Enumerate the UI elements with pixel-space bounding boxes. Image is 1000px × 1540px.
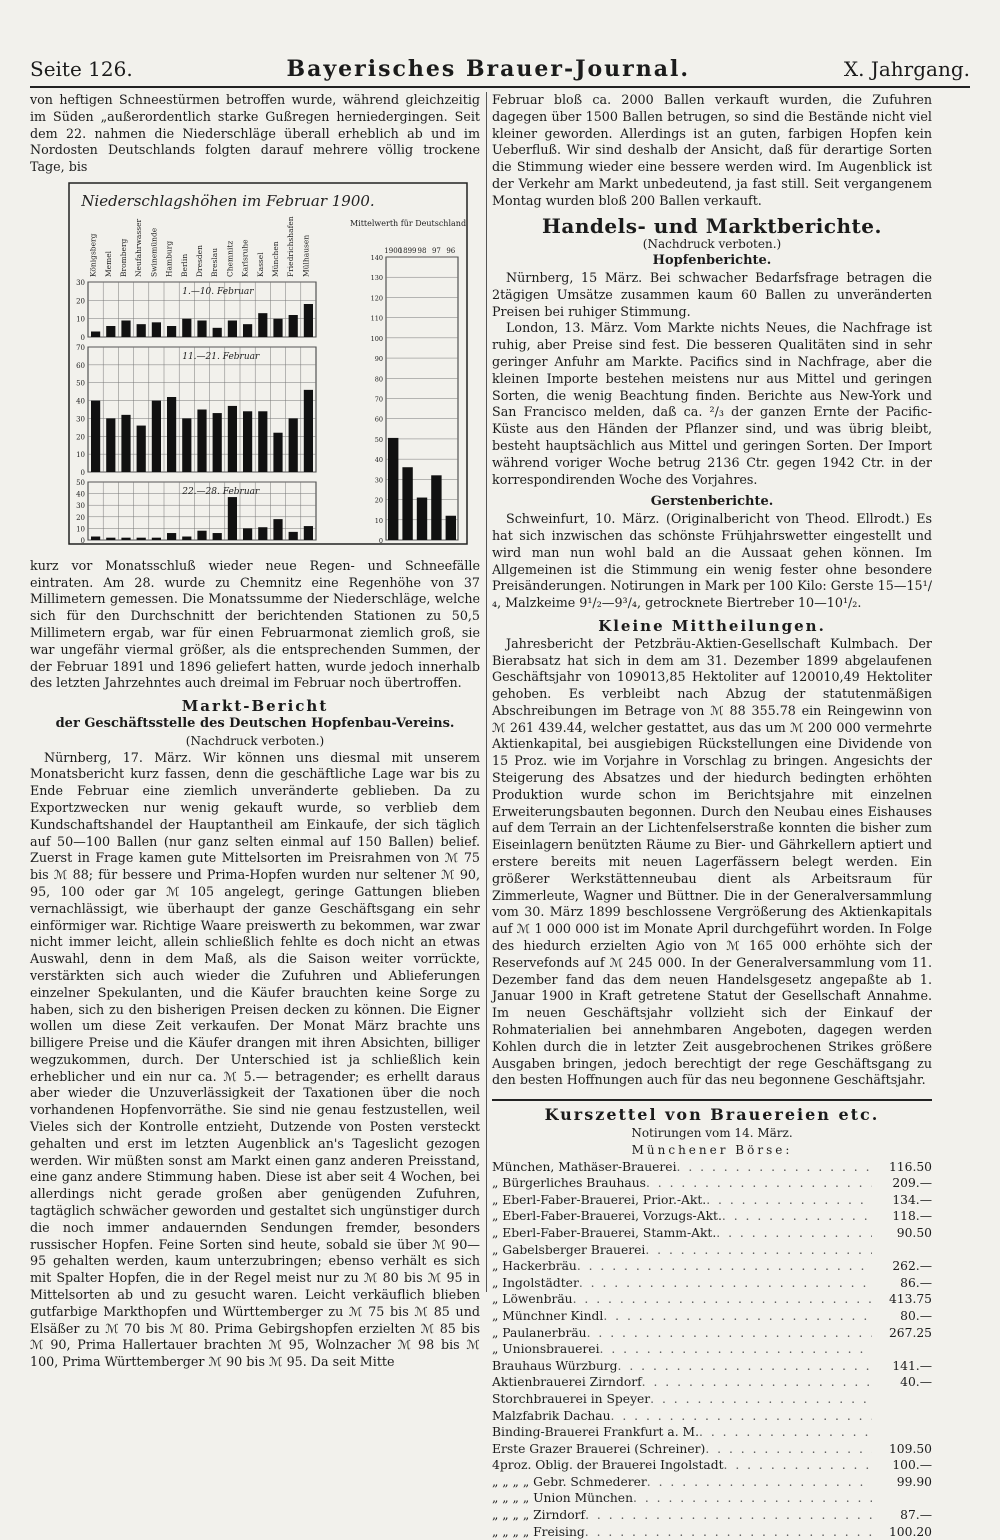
panel-label: 1.—10. Februar	[182, 286, 254, 297]
y-tick-label: 60	[374, 415, 383, 424]
table-row	[492, 1424, 932, 1441]
y-tick-label: 0	[80, 333, 85, 342]
markt-bericht-note: (Nachdruck verboten.)	[185, 733, 325, 748]
brewery-name: Malzfabrik Dachau	[492, 1408, 611, 1423]
bar	[258, 313, 267, 337]
bar	[91, 331, 100, 337]
y-tick-label: 10	[374, 516, 383, 525]
kurszettel-date: Notirungen vom 14. März.	[631, 1126, 793, 1141]
category-label: Neufahrwasser	[134, 218, 144, 277]
y-tick-label: 70	[76, 343, 85, 352]
y-tick-label: 50	[76, 379, 85, 388]
panel-label: 11.—21. Februar	[182, 351, 260, 362]
quote-value	[872, 1408, 932, 1425]
journal-title: Bayerisches Brauer-Journal.	[286, 56, 691, 82]
y-tick-label: 30	[76, 415, 85, 424]
quote-value: 413.75	[888, 1292, 932, 1307]
section-rule	[492, 1099, 932, 1101]
bar	[243, 528, 252, 540]
bar	[431, 475, 441, 540]
quote-value: 209.—	[892, 1176, 932, 1191]
table-row	[492, 1242, 932, 1259]
bar	[304, 526, 313, 540]
bar	[213, 328, 222, 337]
brewery-name: Brauhaus Würzburg	[492, 1358, 618, 1373]
bar	[106, 538, 115, 540]
bar	[137, 538, 146, 540]
gersten-title: Gerstenberichte.	[650, 494, 774, 510]
bar	[182, 537, 191, 540]
kurszettel-table	[492, 1159, 932, 1540]
leader-dots	[650, 1391, 872, 1408]
bar	[167, 533, 176, 540]
table-row	[492, 1258, 932, 1275]
leader-dots	[585, 1524, 872, 1540]
table-row	[492, 1374, 932, 1391]
brewery-name: Erste Grazer Brauerei (Schreiner)	[492, 1441, 706, 1456]
quote-value: 116.50	[888, 1159, 932, 1174]
quote-value	[872, 1424, 932, 1441]
table-row	[492, 1192, 932, 1209]
quote-value	[872, 1242, 932, 1259]
table-row	[492, 1291, 932, 1308]
intro-paragraph: von heftigen Schneestürmen betroffen wurde, während gleichzeitig im Süden „außerordentlich starke Gußregen herniedergingen. Seit dem 22. nahmen die Niederschläge überall erheblich ab und im Nordosten Deutschlands folgten darauf mehrere völlig trockene Tage, bis	[30, 92, 480, 175]
left-column	[30, 92, 480, 1371]
leader-dots	[699, 1424, 872, 1441]
table-row	[492, 1457, 932, 1474]
category-label: Kassel	[255, 252, 265, 277]
quote-value: 134.—	[892, 1192, 932, 1207]
y-tick-label: 30	[374, 476, 383, 485]
table-row	[492, 1175, 932, 1192]
category-label: Chemnitz	[225, 240, 235, 277]
markt-bericht-body: Nürnberg, 17. März. Wir können uns diesmal mit unserem Monatsbericht kurz fassen, denn die geschäftliche Lage war bis zu Ende Februar eine ziemlich unveränderte geblieben. Da zu Exportzwecken nur wenig gekauft wurde, so verblieb dem Kundschaftshandel der Hauptantheil am Einkaufe, der sich täglich auf 50—100 Ballen (nur ganz selten einmal auf 150 Ballen) belief. Zuerst in Frage kamen gute Mittelsorten im Preisrahmen von ℳ 75 bis ℳ 88; für bessere und Prima-Hopfen wurden nur seltener ℳ 90, 95, 100 oder gar ℳ 105 angelegt, geringe Gattungen blieben vernachlässigt, wie überhaupt der ganze Geschäftsgang ein sehr einförmiger war. Richtige Waare preiswerth zu bekommen, war zwar nicht immer leicht, allein schließlich fehlte es doch nicht an etwas Auswahl, denn in dem Maß, als die Saison weiter vorrückte, verstärkten sich auch wieder die Zufuhren und Ablieferungen einzelner Spekulanten, und die Käufer brauchten keine Sorge zu haben, sich zu den bisherigen Preisen decken zu können. Die Eigner wollen um diese Zeit verkaufen. Der Monat März brachte uns billigere Preise und die Käufer drangen mit ihren Absichten, billiger wegzukommen, durch. Der Unterschied ist ja schließlich kein erheblicher und ein nur ca. ℳ 5.— betragender; es erhellt daraus aber wieder die Unzuverlässigkeit der Taxationen über die noch vorhandenen Hopfenvorräthe. Sie sind nie genau festzustellen, weil Vieles sich der Kontrolle entzieht, Dutzende von Posten versteckt gehalten und erst im letzten Augenblick an's Tageslicht gezogen werden. Wir müßten sonst am Markt einen ganz anderen Preisstand, eine ganz andere Stimmung haben. Diese ist aber seit 4 Wochen, bei allerdings nicht gerade großen aber genügenden Zufuhren, tagtäglich schwächer geworden und gestaltet sich ungünstiger durch die noch immer andauernden Sendungen fremder, besonders russischer Hopfen. Feine Sorten sind heute, sobald sie über ℳ 90—95 gehalten werden, kaum unterzubringen; ebenso verhält es sich mit Spalter Hopfen, die in der Regel meist nur zu ℳ 80 bis ℳ 95 in Mittelsorten ab und zu gesucht waren. Leicht verkäuflich blieben gutfarbige Markthopfen und Württemberger zu ℳ 75 bis ℳ 85 und Elsäßer zu ℳ 70 bis ℳ 80. Prima Gebirgshopfen erzielten ℳ 85 bis ℳ 90, Prima Hallertauer brachten ℳ 95, Wolnzacher ℳ 98 bis ℳ 100, Prima Württemberger ℳ 90 bis ℳ 95. Da seit Mitte	[30, 749, 480, 1370]
leader-dots	[706, 1192, 872, 1209]
leader-dots	[646, 1175, 872, 1192]
page-header	[30, 52, 970, 88]
bar	[197, 409, 206, 472]
y-tick-label: 140	[370, 253, 383, 262]
category-label: Berlin	[179, 253, 189, 277]
page-number: Seite 126.	[30, 57, 133, 81]
schweinfurt-report: Schweinfurt, 10. März. (Originalbericht von Theod. Ellrodt.) Es hat sich inzwischen das schönste Frühjahrswetter eingestellt und wird man nun wohl bald an die Aussaat gehen können. Im Allgemeinen ist die Stimmung ein wenig fester ohne besondere Preisänderungen. Notirungen in Mark per 100 Kilo: Gerste 15—15¹/₄, Malzkeime 9¹/₂—9³/₄, getrocknete Biertreber 10—10¹/₂.	[492, 511, 932, 611]
category-label: Hamburg	[164, 240, 174, 277]
y-tick-label: 50	[76, 478, 85, 487]
category-label: Friedrichshafen	[286, 216, 296, 277]
leader-dots	[677, 1159, 872, 1176]
table-row	[492, 1325, 932, 1342]
quote-value	[872, 1490, 932, 1507]
y-tick-label: 0	[80, 536, 85, 545]
bar	[91, 401, 100, 472]
category-label: Dresden	[195, 245, 204, 277]
brewery-name: „ Bürgerliches Brauhaus	[492, 1176, 646, 1191]
bar	[91, 537, 100, 540]
category-label: Memel	[103, 250, 113, 277]
brewery-name: „ „ „ „ Freising	[492, 1524, 585, 1539]
bar	[273, 433, 282, 472]
nuernberg-report: Nürnberg, 15 März. Bei schwacher Bedarfsfrage betragen die 2tägigen Umsätze zusammen kaum 60 Ballen zu unveränderten Preisen bei ruhiger Stimmung.	[492, 269, 932, 319]
bar	[106, 418, 115, 472]
brewery-name: Aktienbrauerei Zirndorf	[492, 1375, 642, 1390]
quote-value: 40.—	[900, 1375, 932, 1390]
leader-dots	[577, 1258, 872, 1275]
markt-bericht-subtitle: der Geschäftsstelle des Deutschen Hopfenbau-Vereins.	[55, 715, 455, 731]
leader-dots	[573, 1291, 872, 1308]
bar	[304, 390, 313, 472]
y-tick-label: 20	[76, 297, 85, 306]
y-tick-label: 90	[374, 355, 383, 364]
brewery-name: Storchbrauerei in Speyer	[492, 1391, 651, 1406]
bar	[213, 533, 222, 540]
right-column	[492, 92, 932, 1540]
kleine-title: Kleine Mittheilungen.	[598, 616, 826, 635]
year-label: 98	[417, 246, 427, 255]
brewery-name: Binding-Brauerei Frankfurt a. M.	[492, 1425, 700, 1440]
category-label: München	[271, 241, 280, 277]
category-label: Königsberg	[88, 233, 98, 277]
brewery-name: 4proz. Oblig. der Brauerei Ingolstadt	[492, 1458, 724, 1473]
y-tick-label: 10	[76, 315, 85, 324]
table-row	[492, 1441, 932, 1458]
brewery-name: „ Unionsbrauerei	[492, 1342, 600, 1357]
quote-value: 267.25	[888, 1325, 932, 1340]
brewery-name: „ Ingolstädter	[492, 1275, 579, 1290]
quote-value: 118.—	[892, 1209, 932, 1224]
leader-dots	[633, 1490, 872, 1507]
bar	[152, 401, 161, 472]
bar	[152, 322, 161, 337]
table-row	[492, 1408, 932, 1425]
bar	[167, 326, 176, 337]
bar	[121, 320, 130, 337]
leader-dots	[705, 1441, 872, 1458]
bar	[273, 519, 282, 540]
quote-value: 262.—	[892, 1259, 932, 1274]
leader-dots	[585, 1507, 872, 1524]
quote-value: 100.—	[892, 1458, 932, 1473]
year-label: 1900	[384, 246, 403, 255]
leader-dots	[603, 1308, 872, 1325]
brewery-name: „ Hackerbräu	[492, 1259, 577, 1274]
brewery-name: „ Eberl-Faber-Brauerei, Vorzugs-Akt.	[492, 1209, 722, 1224]
y-tick-label: 20	[374, 496, 383, 505]
bar	[152, 538, 161, 540]
bar	[446, 516, 456, 540]
continued-paragraph: Februar bloß ca. 2000 Ballen verkauft wurden, die Zufuhren dagegen über 1500 Ballen betrugen, so sind die Bestände nicht viel kleiner geworden. Allerdings ist an guten, farbigen Hopfen kein Ueberfluß. Wir sind deshalb der Ansicht, daß für derartige Sorten die Stimmung wieder eine bessere werden wird. Im Augenblick ist der Verkehr am Markt unbedeutend, ja fast still. Seit vergangenem Montag wurden bloß 200 Ballen verkauft.	[492, 92, 932, 208]
quote-value: 80.—	[900, 1308, 932, 1323]
bar	[243, 411, 252, 472]
y-tick-label: 120	[370, 294, 383, 303]
bar	[289, 315, 298, 337]
y-tick-label: 40	[76, 397, 85, 406]
brewery-name: „ Münchner Kindl	[492, 1308, 604, 1323]
leader-dots	[642, 1374, 872, 1391]
after-chart-paragraph: kurz vor Monatsschluß wieder neue Regen- und Schneefälle eintraten. Am 28. wurde zu Chemnitz eine Regenhöhe von 37 Millimetern gemessen. Die Monatssumme der Niederschläge, welche sich für den Durchschnitt der berichtenden Stationen zu 50,5 Millimetern ergab, war für einen Februarmonat ziemlich groß, sie war ungefähr viermal größer, als die entsprechenden Summen, der der Februar 1891 und 1896 geliefert hatten, wurde jedoch innerhalb des letzten Jahrzehntes auch dreimal im Februar noch übertroffen.	[30, 557, 480, 691]
table-row	[492, 1341, 932, 1358]
bar	[304, 304, 313, 337]
bar	[137, 426, 146, 472]
table-row	[492, 1358, 932, 1375]
year-label: 1899	[398, 246, 417, 255]
y-tick-label: 10	[76, 525, 85, 534]
column-divider	[486, 92, 487, 1292]
y-tick-label: 110	[370, 314, 383, 323]
category-label: Swinemünde	[149, 227, 159, 277]
bar	[417, 498, 427, 540]
table-row	[492, 1275, 932, 1292]
quote-value: 100.20	[888, 1524, 932, 1539]
quote-value	[872, 1391, 932, 1408]
handels-note: (Nachdruck verboten.)	[642, 237, 782, 252]
bar	[106, 326, 115, 337]
bar	[121, 415, 130, 472]
table-row	[492, 1507, 932, 1524]
quote-value: 99.90	[896, 1474, 932, 1489]
brewery-name: „ Eberl-Faber-Brauerei, Prior.-Akt.	[492, 1192, 707, 1207]
london-report: London, 13. März. Vom Markte nichts Neues, die Nachfrage ist ruhig, aber Preise sind fest. Die besseren Qualitäten sind in sehr geringer Anfuhr am Markte. Pacifics sind in Nachfrage, aber die kleinen Importe bestehen meistens nur aus Mittel und geringen Sorten, die wenig Beachtung finden. Berichte aus New-York und San Francisco melden, daß ca. ²/₃ der ganzen Ernte der Pacific-Küste aus den Händen der Pflanzer sind, und was übrig bleibt, besteht hauptsächlich aus Mittel und geringen Sorten. Der Import während voriger Woche betrug 2136 Ctr. gegen 1942 Ctr. in der korrespondirenden Woche des Vorjahres.	[492, 320, 932, 487]
bar	[258, 411, 267, 472]
kurszettel-boerse: Münchener Börse:	[631, 1142, 793, 1157]
markt-bericht-title: Markt-Bericht	[181, 697, 329, 716]
bar	[388, 438, 398, 540]
bar	[258, 527, 267, 540]
hopfen-title: Hopfenberichte.	[652, 253, 772, 269]
bar	[197, 531, 206, 540]
y-tick-label: 30	[76, 278, 85, 287]
bar	[167, 397, 176, 472]
category-label: Mülhausen	[301, 234, 311, 277]
y-tick-label: 30	[76, 502, 85, 511]
table-row	[492, 1308, 932, 1325]
precipitation-chart	[68, 182, 468, 545]
bar	[402, 467, 412, 540]
table-row	[492, 1225, 932, 1242]
y-tick-label: 20	[76, 433, 85, 442]
brewery-name: „ Eberl-Faber-Brauerei, Stamm-Akt.	[492, 1225, 717, 1240]
y-tick-label: 10	[76, 451, 85, 460]
y-tick-label: 70	[374, 395, 383, 404]
bar	[273, 319, 282, 337]
y-tick-label: 60	[76, 361, 85, 370]
brewery-name: „ Paulanerbräu	[492, 1325, 587, 1340]
kurszettel-title: Kurszettel von Brauereien etc.	[544, 1105, 880, 1125]
leader-dots	[587, 1325, 872, 1342]
brewery-name: „ Gabelsberger Brauerei	[492, 1242, 646, 1257]
leader-dots	[716, 1225, 872, 1242]
category-label: Karlsruhe	[240, 239, 250, 277]
bar	[243, 324, 252, 337]
leader-dots	[611, 1408, 872, 1425]
y-tick-label: 130	[370, 274, 383, 283]
y-tick-label: 100	[370, 334, 383, 343]
y-tick-label: 80	[374, 375, 383, 384]
bar	[213, 413, 222, 472]
panel-label: 22.—28. Februar	[182, 486, 260, 497]
leader-dots	[645, 1242, 872, 1259]
quote-value: 86.—	[900, 1275, 932, 1290]
year-label: 96	[446, 246, 456, 255]
bar	[289, 418, 298, 472]
quote-value: 141.—	[892, 1358, 932, 1373]
bar	[228, 497, 237, 540]
quote-value	[872, 1341, 932, 1358]
brewery-name: „ Löwenbräu	[492, 1292, 573, 1307]
bar	[182, 418, 191, 472]
leader-dots	[722, 1208, 872, 1225]
table-row	[492, 1159, 932, 1176]
table-row	[492, 1391, 932, 1408]
brewery-name: „ „ „ „ Gebr. Schmederer	[492, 1474, 647, 1489]
bar	[228, 320, 237, 337]
table-row	[492, 1524, 932, 1540]
table-row	[492, 1474, 932, 1491]
table-row	[492, 1208, 932, 1225]
category-label: Bromberg	[119, 238, 128, 277]
bar	[228, 406, 237, 472]
category-label: Breslau	[210, 247, 220, 277]
kleine-body: Jahresbericht der Petzbräu-Aktien-Gesellschaft Kulmbach. Der Bierabsatz hat sich in dem am 31. Dezember 1899 abgelaufenen Geschäftsjahr von 109013,85 Hektoliter auf 120010,49 Hektoliter gehoben. Es verbleibt nach Abzug der statutenmäßigen Abschreibungen im Betrage von ℳ 88 355.78 ein Reingewinn von ℳ 261 439.44, welcher gestattet, aus das um ℳ 200 000 vermehrte Aktienkapital, bei ausgiebigen Rückstellungen eine Dividende von 15 Proz. wie im Vorjahre in Vorschlag zu bringen. Angesichts der Steigerung des Absatzes und der hiedurch bedingten erhöhten Produktion wurde schon im Berichtsjahre mit einzelnen Erweiterungsbauten begonnen. Durch den Neubau eines Eishauses auf dem Terrain an der Lichtenfelserstraße konnten die bisher zum Eiseinlagern benützten Räume zu Bier- und Gährkellern aptiert und erstere bereits mit neuen Lagerfässern belegt werden. Ein größerer Werkstättenneubau dient als Arbeitsraum für Zimmerleute, Wagner und Büttner. Die in der Generalversammlung vom 30. März 1899 beschlossene Vergrößerung des Aktienkapitals auf ℳ 1 000 000 ist im Monate April durchgeführt worden. In Folge des hiedurch erzielten Agio von ℳ 165 000 erhöhte sich der Reservefonds auf ℳ 245 000. In der Generalversammlung vom 11. Dezember fand das dem neuen Handelsgesetz angepaßte ab 1. Januar 1900 in Kraft getretene Statut der Gesellschaft Annahme. Im neuen Geschäftsjahr vollzieht sich der Einkauf der Rohmaterialien bei annehmbaren Angeboten, dagegen werden Kohlen durch die in letzter Zeit ausgebrochenen Strikes größere Ausgaben bringen, jedoch berechtigt der rege Geschäftsgang zu den besten Hoffnungen auch für das neu begonnene Geschäftsjahr.	[492, 635, 932, 1088]
handels-title: Handels- und Marktberichte.	[542, 213, 882, 238]
brewery-name: München, Mathäser-Brauerei	[492, 1159, 677, 1174]
leader-dots	[579, 1275, 872, 1292]
leader-dots	[724, 1457, 872, 1474]
year-label: 97	[431, 246, 441, 255]
volume-label: X. Jahrgang.	[843, 57, 970, 81]
bar	[137, 324, 146, 337]
bar	[197, 320, 206, 337]
bar	[289, 532, 298, 540]
quote-value: 109.50	[888, 1441, 932, 1456]
bar	[121, 538, 130, 540]
brewery-name: „ „ „ „ Zirndorf	[492, 1508, 586, 1523]
brewery-name: „ „ „ „ Union München	[492, 1491, 633, 1506]
leader-dots	[647, 1474, 872, 1491]
leader-dots	[618, 1358, 872, 1375]
y-tick-label: 0	[378, 536, 383, 545]
quote-value: 87.—	[900, 1508, 932, 1523]
table-row	[492, 1490, 932, 1507]
y-tick-label: 50	[374, 435, 383, 444]
y-tick-label: 40	[76, 490, 85, 499]
y-tick-label: 0	[80, 468, 85, 477]
bar	[182, 319, 191, 337]
y-tick-label: 20	[76, 513, 85, 522]
quote-value: 90.50	[896, 1225, 932, 1240]
chart-title: Niederschlagshöhen im Februar 1900.	[81, 191, 375, 210]
chart-legend-note: Mittelwerth für Deutschland	[349, 218, 467, 228]
y-tick-label: 40	[374, 456, 383, 465]
leader-dots	[600, 1341, 873, 1358]
